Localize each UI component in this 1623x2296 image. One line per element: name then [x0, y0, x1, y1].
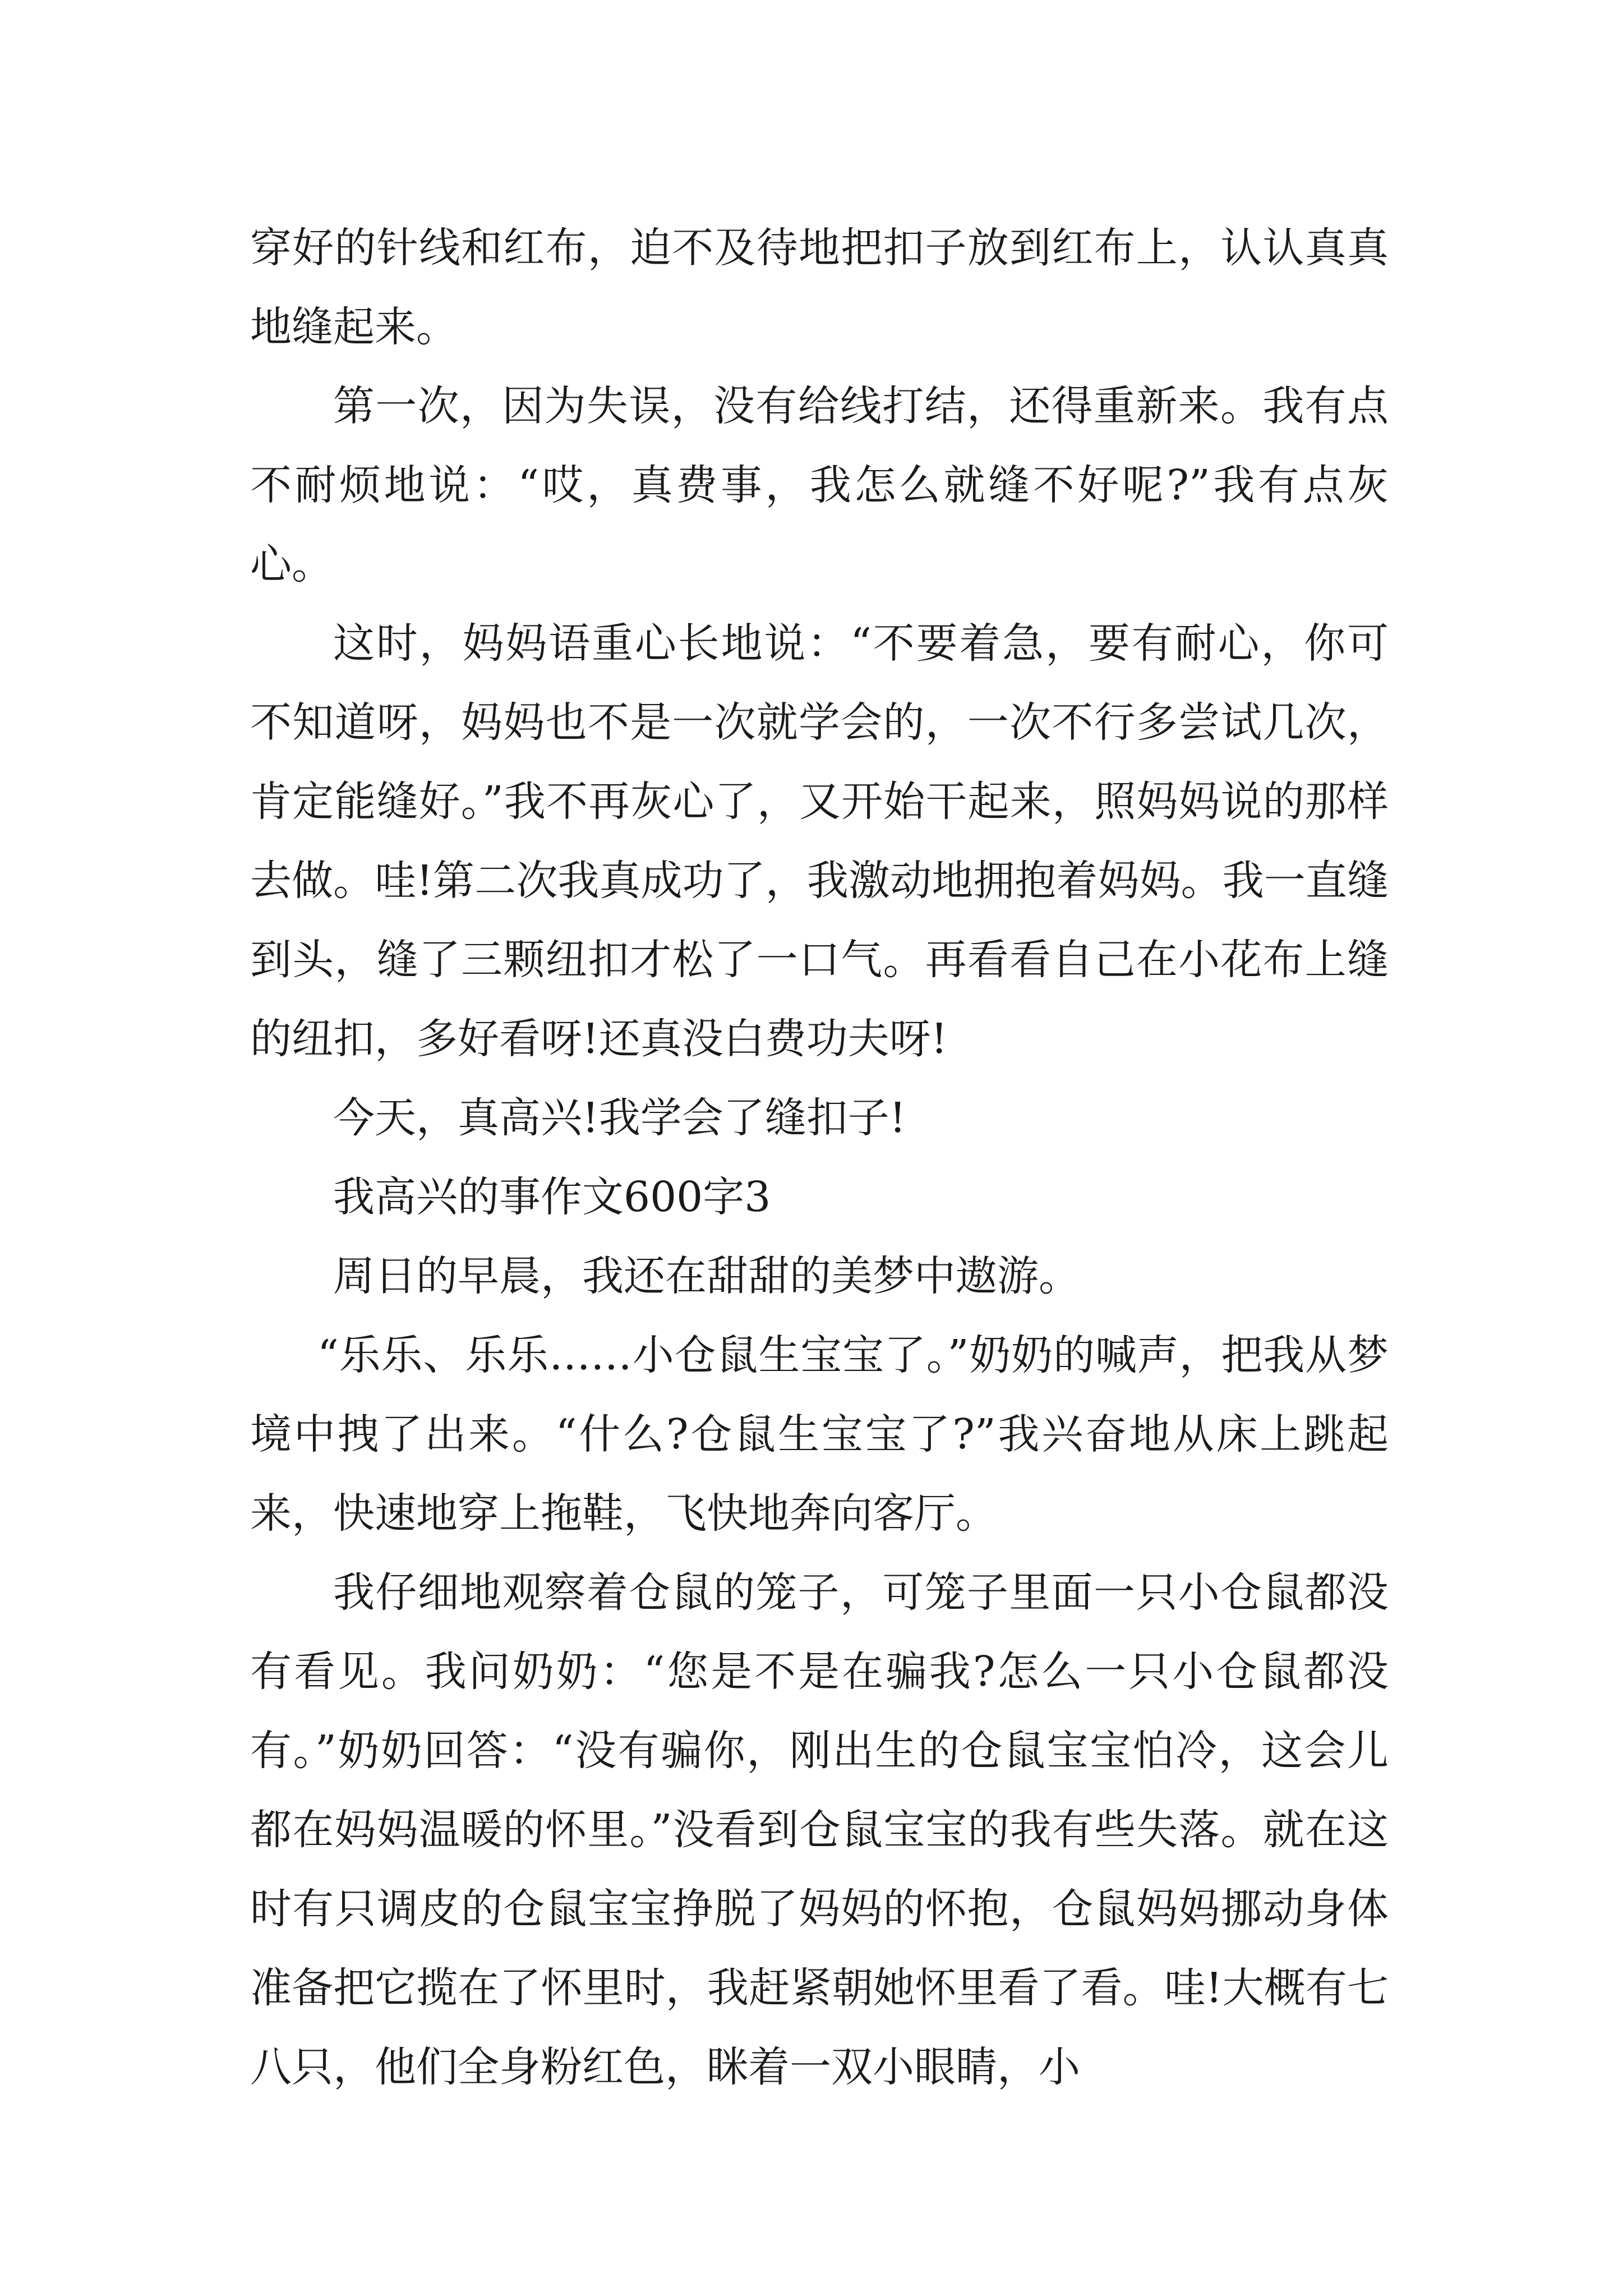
section-heading: 我高兴的事作文600字3	[333, 1173, 771, 1221]
paragraph-4: 今天，真高兴!我学会了缝扣子!	[333, 1094, 906, 1142]
paragraph-7: 我仔细地观察着仓鼠的笼子，可笼子里面一只小仓鼠都没有看见。我问奶奶：“您是不是在骗我?怎么一只小仓鼠都没有。”奶奶回答：“没有骗你，刚出生的仓鼠宝宝怕冷，这会儿都在妈妈温暖的怀里。”没看到仓鼠宝宝的我有些失落。就在这时有只调皮的仓鼠宝宝挣脱了妈妈的怀抱，仓鼠妈妈挪动身体准备把它揽在了怀里时，我赶紧朝她怀里看了看。哇!大概有七八只，他们全身粉红色，眯着一双小眼睛，小	[250, 1568, 1389, 2091]
paragraph-5: 周日的早晨，我还在甜甜的美梦中遨游。	[333, 1252, 1080, 1300]
paragraph-1: 穿好的针线和红布，迫不及待地把扣子放到红布上，认认真真地缝起来。	[250, 224, 1389, 351]
paragraph-3: 这时，妈妈语重心长地说：“不要着急，要有耐心，你可不知道呀，妈妈也不是一次就学会的，一次不行多尝试几次，肯定能缝好。”我不再灰心了，又开始干起来，照妈妈说的那样去做。哇!第二次我真成功了，我激动地拥抱着妈妈。我一直缝到头，缝了三颗纽扣才松了一口气。再看看自己在小花布上缝的纽扣，多好看呀!还真没白费功夫呀!	[250, 619, 1389, 1063]
paragraph-2: 第一次，因为失误，没有给线打结，还得重新来。我有点不耐烦地说：“哎，真费事，我怎么就缝不好呢?”我有点灰心。	[250, 382, 1389, 588]
paragraph-6: “乐乐、乐乐……小仓鼠生宝宝了。”奶奶的喊声，把我从梦境中拽了出来。“什么?仓鼠生宝宝了?”我兴奋地从床上跳起来，快速地穿上拖鞋，飞快地奔向客厅。	[250, 1331, 1389, 1538]
essay-body	[250, 209, 1389, 2107]
